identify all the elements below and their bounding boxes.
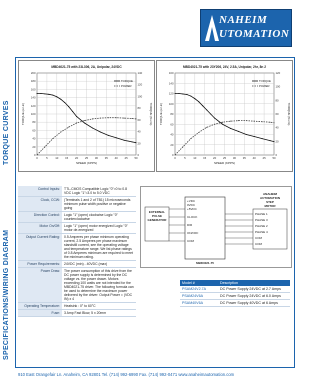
y2-axis-label: TORQUE (N-cm) — [287, 102, 291, 126]
series-point — [116, 117, 117, 118]
y-tick-label: 20 — [32, 144, 36, 149]
series-point — [190, 96, 191, 97]
torque-chart-1 — [18, 60, 155, 172]
spec-label: Operating Temperature: — [18, 303, 62, 309]
model-description: DC Power Supply 24VDC at 6.0 Amps — [220, 294, 281, 298]
spec-row — [18, 212, 136, 223]
series-point — [72, 111, 73, 112]
y-tick-label: 120 — [168, 91, 174, 96]
series-point — [108, 117, 109, 118]
series-point — [210, 114, 211, 115]
series-point — [198, 132, 199, 133]
y2-tick-label: 60 — [137, 117, 141, 122]
y2-tick-label: 0 — [275, 153, 278, 157]
model-number: PSAM40V6A — [182, 301, 203, 305]
footer-contact: 910 East Orangefair Ln. Anaheim, CA 92801 Tel. (714) 992-6990 Fax. (714) 992-0471 www.anaheimautomation.com — [18, 372, 235, 377]
spec-label: Fuse: — [18, 310, 62, 316]
model-row — [180, 293, 290, 300]
spec-value: 0.5 Amperes per phase minimum operating current, 2.5 Amperes per phase maximum standstill current, see the operating voltage and temperature range. We list phase ratings of 0.8 Amperes minimum are required to meet the minimum rating. — [64, 235, 133, 259]
series-point — [37, 155, 38, 156]
series-point — [92, 127, 93, 128]
y-tick-label: 80 — [170, 112, 174, 116]
model-row — [180, 300, 290, 307]
series-point — [230, 128, 231, 129]
series-point — [132, 141, 133, 142]
y-axis-label: TORQUE (oz-in) — [159, 102, 163, 126]
series-point — [214, 118, 215, 119]
chart-svg — [157, 61, 292, 171]
y2-tick-label: 60 — [275, 112, 279, 116]
x-axis-label: SPEED (KPPS) — [213, 161, 236, 165]
y-tick-label: 140 — [30, 95, 36, 100]
company-logo — [200, 9, 292, 47]
series-point — [254, 121, 255, 122]
logo-mark-icon — [205, 15, 219, 41]
x-tick-label: 50 — [272, 156, 276, 160]
series-point — [274, 141, 275, 142]
model-table-body — [180, 286, 290, 307]
x-tick-label: 5 — [184, 156, 186, 160]
series-point — [100, 132, 101, 133]
spec-label: Clock, CCW: — [18, 197, 62, 211]
y2-tick-label: 80 — [137, 106, 141, 111]
series-point — [40, 93, 41, 94]
spec-label: Power Draw: — [18, 268, 62, 302]
spec-value: Logic "1" (open) motor energized Logic "0" motor de-energized — [64, 224, 128, 232]
spec-row — [18, 268, 136, 303]
y2-tick-label: 40 — [137, 129, 141, 134]
series-point — [116, 137, 117, 138]
series-point — [182, 94, 183, 95]
input-pin-label: +5VDC — [187, 207, 197, 211]
series-point — [132, 118, 133, 119]
y-tick-label: 0 — [33, 153, 36, 157]
x-tick-label: 5 — [46, 156, 48, 160]
spec-label: Control Inputs: — [18, 186, 62, 196]
wiring-diagram — [140, 186, 292, 268]
spec-value: The power consumption of this drive from the DC power supply is determined by the DC voltage vs. the power drawn. Motors exceeding 100 watts are not intended for the MBD4021-75 driver. The following formula can be used to determine the maximum power delivered by the driver: Output Power = (VDC IN) x 4 — [64, 269, 134, 301]
series-point — [56, 96, 57, 97]
series-point — [194, 98, 195, 99]
series-point — [68, 106, 69, 107]
chart-svg — [19, 61, 154, 171]
y2-tick-label: 80 — [275, 98, 279, 103]
power-pin-label: 0VDC — [187, 203, 196, 207]
motor-pin-label: PHASE 1 — [255, 212, 268, 216]
y2-tick-label: 120 — [137, 82, 143, 87]
input-pin-label: DIR — [187, 223, 193, 227]
series-point — [186, 94, 187, 95]
series-point — [76, 123, 77, 124]
spec-row — [18, 234, 136, 261]
x-axis-label: SPEED (KPPS) — [75, 161, 98, 165]
series-point — [52, 95, 53, 96]
model-col-header: Model # — [182, 281, 195, 285]
y-tick-label: 100 — [30, 112, 36, 116]
x-tick-label: 40 — [252, 156, 256, 160]
series-point — [230, 121, 231, 122]
model-table — [180, 280, 290, 307]
series-point — [48, 94, 49, 95]
x-tick-label: 45 — [124, 156, 128, 160]
section-title-torque: TORQUE CURVES — [3, 100, 10, 165]
chart-title: MBD4021-75 with 23Y206, 24V, 2.5A, Unipolar, 2hr, 8n 2 — [183, 65, 266, 69]
x-tick-label: 30 — [94, 156, 98, 160]
spec-row — [18, 303, 136, 310]
spec-table — [18, 186, 136, 317]
y-tick-label: 180 — [30, 79, 36, 84]
series-point — [84, 120, 85, 121]
x-tick-label: 15 — [65, 156, 69, 160]
series-point — [44, 146, 45, 147]
series-point — [262, 121, 263, 122]
series-point — [175, 93, 176, 94]
x-tick-label: 35 — [104, 156, 108, 160]
series-point — [238, 131, 239, 132]
series-point — [100, 118, 101, 119]
series-point — [214, 124, 215, 125]
x-tick-label: 20 — [75, 156, 79, 160]
series-point — [206, 127, 207, 128]
series-point — [44, 93, 45, 94]
section-label-torque — [3, 60, 15, 170]
model-description: DC Power Supply 24VDC at 2.7 Amps — [220, 287, 281, 291]
motor-pin-label: COM — [255, 242, 262, 246]
motor-pin-label: COM — [255, 236, 262, 240]
x-tick-label: 0 — [174, 156, 176, 160]
spec-label: Power Requirements: — [18, 261, 62, 267]
series-point — [238, 120, 239, 121]
series-point — [84, 123, 85, 124]
y-tick-label: 140 — [168, 81, 174, 86]
motor-pin-label: PHASE 3 — [255, 218, 268, 222]
spec-value: (Terminals 1 and 2 of TB1) 15 microseconds minimum pulse width positive or negative going — [64, 198, 131, 210]
y2-tick-label: 40 — [275, 125, 279, 130]
y-tick-label: 80 — [32, 120, 36, 125]
series-point — [254, 136, 255, 137]
legend-label: TORQUE — [121, 79, 133, 83]
model-number: PSAM24V6A — [182, 294, 203, 298]
series-point — [64, 102, 65, 103]
series-point — [60, 132, 61, 133]
y2-tick-label: 100 — [275, 84, 281, 89]
series-point — [92, 118, 93, 119]
series-point — [136, 118, 137, 119]
x-tick-label: 10 — [193, 156, 197, 160]
series-point — [190, 138, 191, 139]
series-point — [274, 122, 275, 123]
torque-chart-2 — [156, 60, 293, 172]
series-point — [202, 105, 203, 106]
y2-tick-label: 20 — [275, 139, 279, 144]
series-point — [37, 93, 38, 94]
model-row — [180, 286, 290, 293]
spec-row — [18, 310, 136, 317]
x-tick-label: 15 — [203, 156, 207, 160]
motor-pin-label: PHASE 4 — [255, 230, 268, 234]
spec-value: Heatsink : 0° to 60°C — [64, 304, 96, 308]
series-point — [270, 140, 271, 141]
series-point — [60, 99, 61, 100]
section-title-spec: SPECIFICATIONS/WIRING DIAGRAM — [3, 229, 10, 360]
input-pin-label: CLOCK — [187, 215, 198, 219]
series-point — [52, 138, 53, 139]
y-tick-label: 60 — [170, 122, 174, 127]
power-pin-label: +VDC — [187, 199, 196, 203]
y2-axis-label: TORQUE (N-cm) — [149, 102, 153, 126]
step-motor-label: ANAHEIM — [263, 192, 277, 196]
pulse-generator-label: GENERATOR — [147, 218, 167, 222]
step-motor-label: AUTOMATION — [259, 196, 281, 200]
spec-label: Motor On/Off: — [18, 223, 62, 233]
series-point — [124, 118, 125, 119]
y-axis-label: TORQUE (oz-in) — [21, 102, 25, 126]
logo-line-2: UTOMATION — [219, 28, 290, 40]
y-tick-label: 200 — [30, 71, 36, 75]
legend-label: POWER — [121, 84, 132, 88]
model-number: PSAM24V2.7A — [182, 287, 206, 291]
legend-label: TORQUE — [259, 79, 271, 83]
legend-label: POWER — [259, 84, 270, 88]
logo-line-1: NAHEIM — [219, 14, 268, 26]
x-tick-label: 30 — [232, 156, 236, 160]
y2-tick-label: 0 — [137, 153, 140, 157]
desc-col-header: Description — [220, 281, 238, 285]
series-point — [246, 134, 247, 135]
step-motor-label: MOTOR — [264, 204, 276, 208]
spec-row — [18, 186, 136, 197]
spec-value: TTL-CMOS Compatible Logic "0"=0 to 0.8 VDC Logic "1"=3.0 to 5.0 VDC — [64, 187, 127, 195]
driver-title: MBD4021-75 — [196, 261, 214, 265]
series-point — [182, 146, 183, 147]
x-tick-label: 0 — [36, 156, 38, 160]
spec-value: 24VDC (min) - 40VDC (max) — [64, 262, 108, 266]
pulse-generator-label: PULSE — [151, 214, 163, 218]
y-tick-label: 0 — [171, 153, 174, 157]
x-tick-label: 35 — [242, 156, 246, 160]
input-pin-label: COM — [187, 239, 194, 243]
y2-tick-label: 20 — [137, 141, 141, 146]
step-motor-label: STEP — [266, 200, 274, 204]
y2-tick-label: 120 — [275, 71, 281, 75]
y2-tick-label: 140 — [137, 71, 143, 75]
series-point — [270, 122, 271, 123]
series-point — [136, 142, 137, 143]
y-tick-label: 60 — [32, 128, 36, 133]
y-tick-label: 100 — [168, 101, 174, 106]
y-tick-label: 40 — [32, 136, 36, 141]
x-tick-label: 25 — [222, 156, 227, 160]
x-tick-label: 50 — [134, 156, 138, 160]
pulse-generator-label: EXTERNAL — [148, 210, 166, 214]
y-tick-label: 20 — [170, 142, 174, 147]
x-tick-label: 45 — [262, 156, 266, 160]
series-point — [206, 109, 207, 110]
series-point — [108, 135, 109, 136]
series-point — [124, 140, 125, 141]
series-point — [76, 116, 77, 117]
model-description: DC Power Supply 40VDC at 6 Amps — [220, 301, 278, 305]
x-tick-label: 25 — [84, 156, 89, 160]
series-point — [175, 155, 176, 156]
x-tick-label: 20 — [213, 156, 217, 160]
wiring-svg — [141, 187, 291, 267]
series-point — [262, 138, 263, 139]
chart-title: MBD4021-75 with 23L306, 2A, Unipolar, 24VDC — [51, 65, 122, 69]
series-point — [68, 127, 69, 128]
y-tick-label: 160 — [168, 71, 174, 75]
series-point — [178, 93, 179, 94]
spec-value: 3 Amp Fast Blow, 5 x 20mm — [64, 311, 107, 315]
spec-row — [18, 197, 136, 212]
series-point — [198, 101, 199, 102]
input-pin-label: ON/OFF — [187, 231, 199, 235]
spec-label: Output Current Rating: — [18, 234, 62, 260]
y-tick-label: 120 — [30, 103, 36, 108]
series-point — [246, 120, 247, 121]
section-label-spec — [3, 185, 15, 365]
series-point — [222, 122, 223, 123]
series-point — [222, 124, 223, 125]
motor-pin-label: PHASE 2 — [255, 224, 268, 228]
spec-row — [18, 261, 136, 268]
y-tick-label: 40 — [170, 132, 174, 137]
y-tick-label: 160 — [30, 87, 36, 92]
x-tick-label: 10 — [55, 156, 59, 160]
spec-row — [18, 223, 136, 234]
x-tick-label: 40 — [114, 156, 118, 160]
spec-value: Logic "1" (open) clockwise Logic "0" counterclockwise — [64, 213, 118, 221]
y2-tick-label: 100 — [137, 94, 143, 99]
spec-label: Direction Control: — [18, 212, 62, 222]
